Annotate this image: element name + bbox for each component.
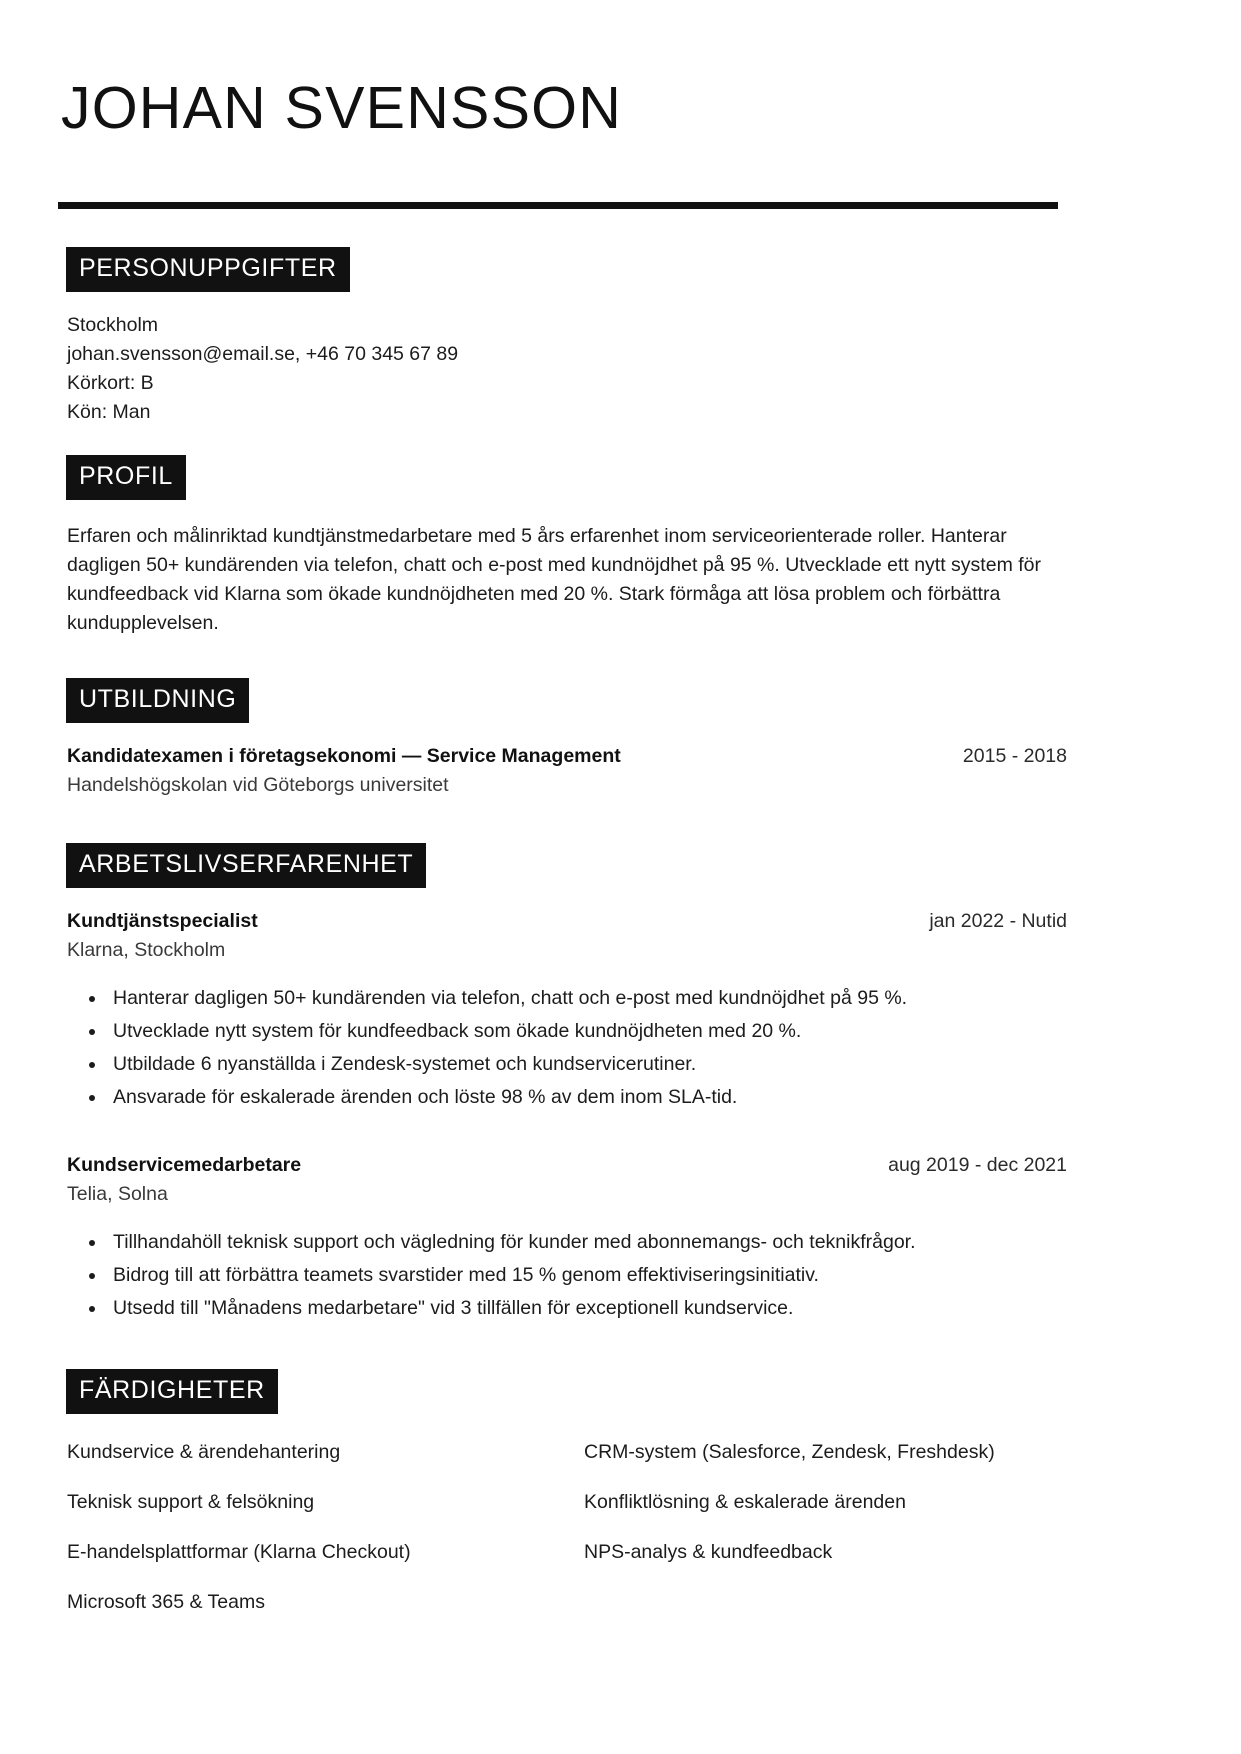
experience-entry-header — [67, 1152, 1067, 1179]
section-profile — [58, 455, 1071, 638]
contact-line-city: Stockholm — [67, 313, 159, 336]
skills-grid — [58, 1438, 1067, 1616]
experience-bullet-list — [67, 982, 1067, 1114]
section-education — [58, 678, 1071, 799]
list-item: Tillhandahöll teknisk support och vägledning för kunder med abonnemangs- och teknikfrågor. — [113, 1226, 1067, 1259]
education-degree: Kandidatexamen i företagsekonomi — Service Management — [67, 744, 621, 767]
list-item: Bidrog till att förbättra teamets svarstider med 15 % genom effektiviseringsinitiativ. — [113, 1259, 1067, 1292]
list-item: Ansvarade för eskalerade ärenden och löste 98 % av dem inom SLA-tid. — [113, 1081, 1067, 1114]
skill-item: Kundservice & ärendehantering — [67, 1440, 341, 1463]
skill-item: NPS-analys & kundfeedback — [584, 1540, 833, 1563]
experience-dates: jan 2022 - Nutid — [929, 909, 1067, 932]
contact-line-email-phone: johan.svensson@email.se, +46 70 345 67 89 — [67, 342, 459, 365]
section-heading-personal: PERSONUPPGIFTER — [66, 247, 350, 292]
experience-job-title: Kundtjänstspecialist — [67, 909, 258, 932]
education-entry — [58, 743, 1067, 799]
education-entry-header — [67, 743, 1067, 770]
skill-item: Microsoft 365 & Teams — [67, 1590, 265, 1613]
experience-employer: Klarna, Stockholm — [67, 938, 226, 961]
experience-job-title: Kundservicemedarbetare — [67, 1153, 302, 1176]
contact-details — [58, 311, 1071, 427]
experience-entry — [58, 908, 1067, 1114]
list-item: Hanterar dagligen 50+ kundärenden via telefon, chatt och e-post med kundnöjdhet på 95 %. — [113, 982, 1067, 1015]
list-item: Utbildade 6 nyanställda i Zendesk-systemet och kundservicerutiner. — [113, 1048, 1067, 1081]
list-item: Utsedd till "Månadens medarbetare" vid 3 tillfällen för exceptionell kundservice. — [113, 1292, 1067, 1325]
skill-item: CRM-system (Salesforce, Zendesk, Freshdesk) — [584, 1440, 995, 1463]
experience-entry-header — [67, 908, 1067, 935]
list-item: Utvecklade nytt system för kundfeedback som ökade kundnöjdheten med 20 %. — [113, 1015, 1067, 1048]
section-skills — [58, 1369, 1071, 1616]
experience-dates: aug 2019 - dec 2021 — [888, 1153, 1067, 1176]
section-heading-skills: FÄRDIGHETER — [66, 1369, 278, 1414]
education-institution: Handelshögskolan vid Göteborgs universitet — [67, 773, 449, 796]
experience-employer: Telia, Solna — [67, 1182, 168, 1205]
contact-line-gender: Kön: Man — [67, 400, 151, 423]
skill-item: E-handelsplattformar (Klarna Checkout) — [67, 1540, 411, 1563]
education-dates: 2015 - 2018 — [962, 744, 1067, 767]
header-divider — [58, 202, 1058, 209]
page-title: JOHAN SVENSSON — [61, 75, 623, 141]
experience-bullet-list — [67, 1226, 1067, 1325]
skill-item: Teknisk support & felsökning — [67, 1490, 315, 1513]
profile-paragraph: Erfaren och målinriktad kundtjänstmedarbetare med 5 års erfarenhet inom serviceorienterade roller. Hanterar dagligen 50+ kundärenden via telefon, chatt och e-post med kundnöjdhet på 95 %. Utvecklade ett nytt system för kundfeedback vid Klarna som ökade kundnöjdheten med 20 %. Stark förmåga att lösa problem och förbättra kundupplevelsen. — [67, 524, 1041, 634]
section-heading-experience: ARBETSLIVSERFARENHET — [66, 843, 426, 888]
section-heading-profile: PROFIL — [66, 455, 186, 500]
section-experience — [58, 843, 1071, 1325]
section-heading-education: UTBILDNING — [66, 678, 249, 723]
contact-line-license: Körkort: B — [67, 371, 154, 394]
skill-item: Konfliktlösning & eskalerade ärenden — [584, 1490, 906, 1513]
experience-entry — [58, 1152, 1067, 1325]
section-personal-details — [58, 247, 1071, 427]
